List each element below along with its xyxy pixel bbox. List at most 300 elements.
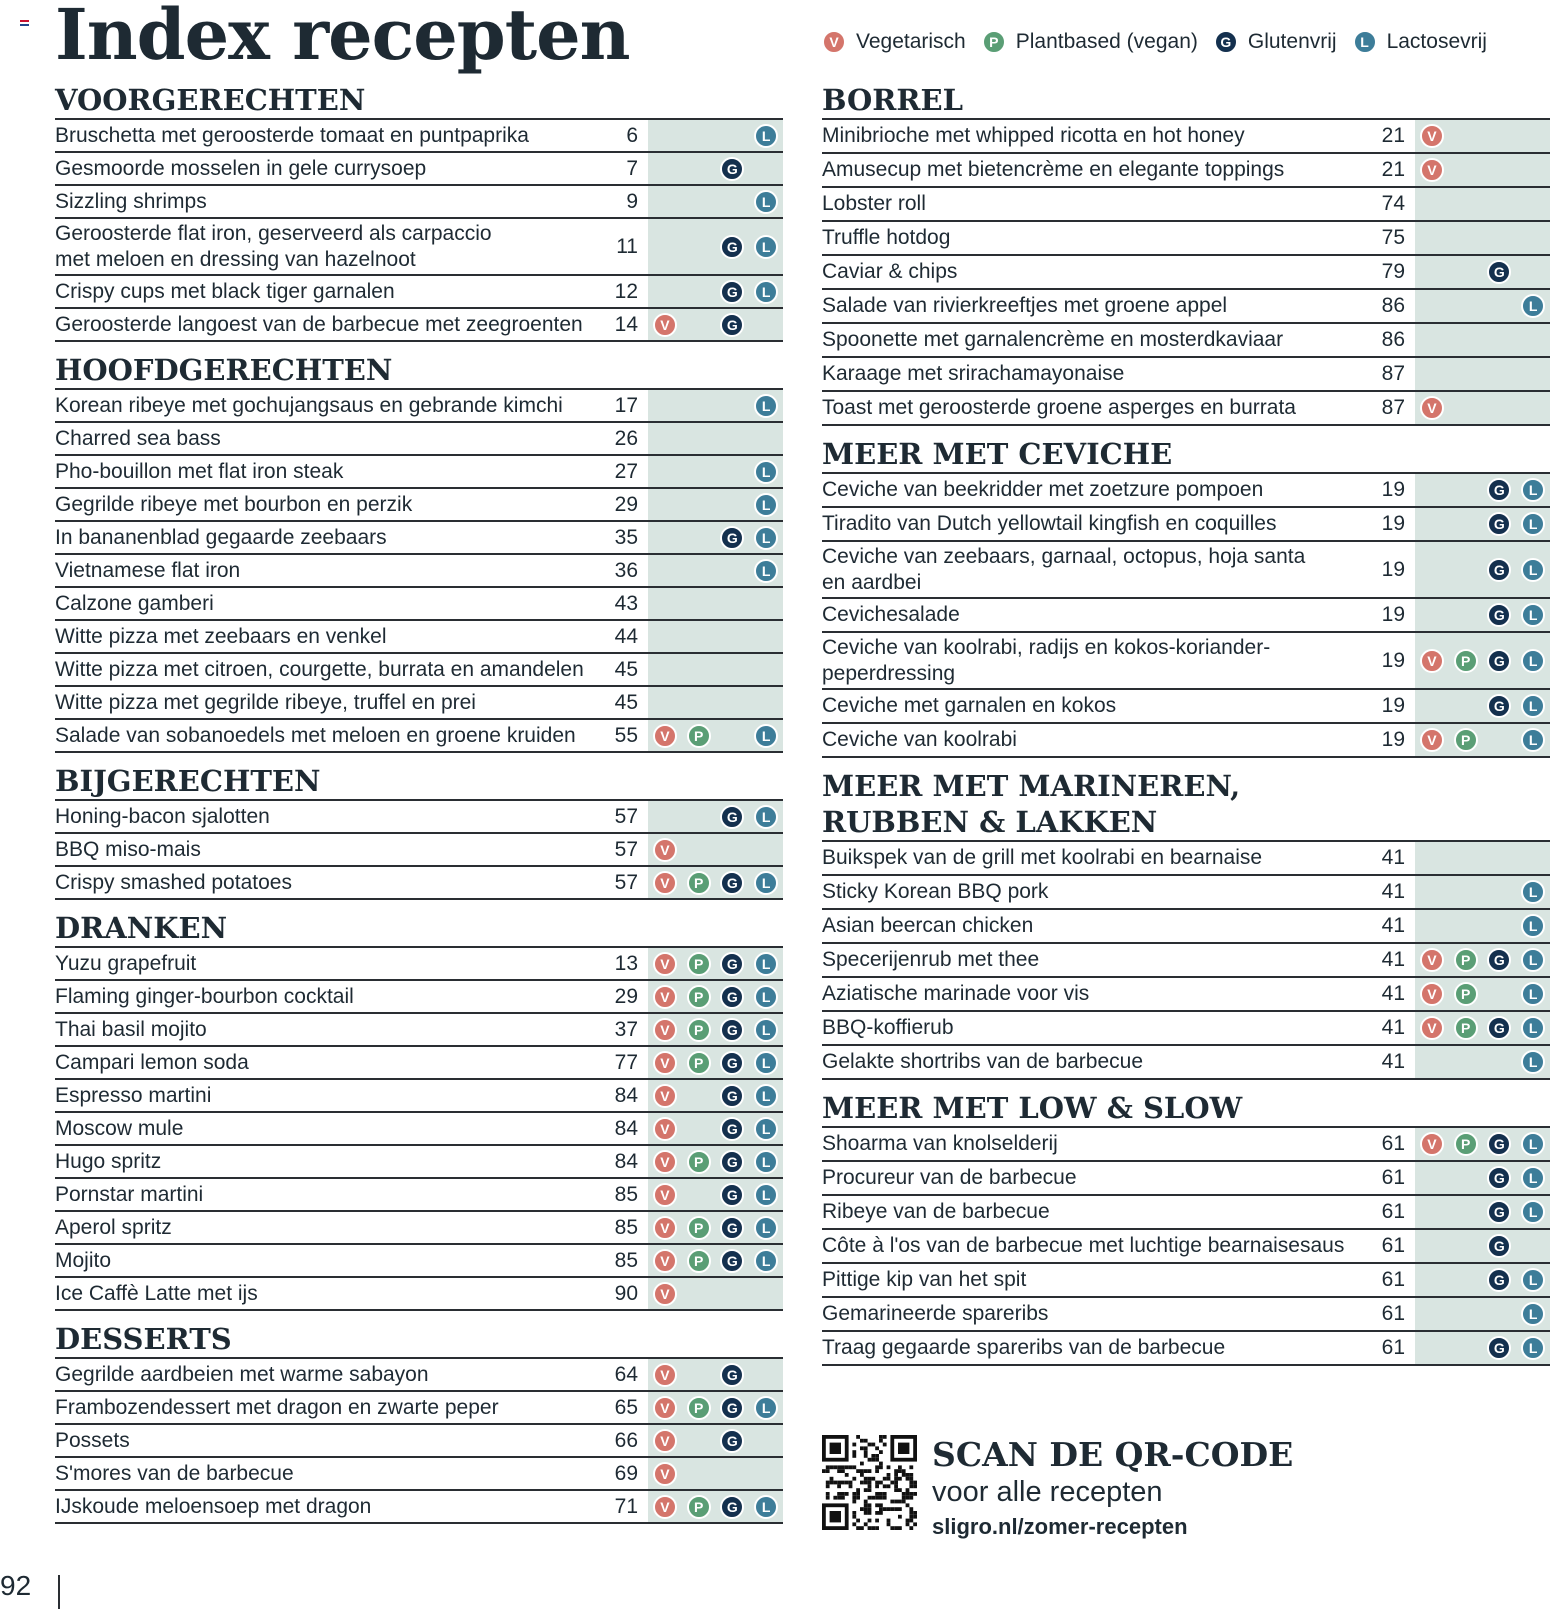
badge-L-icon: L [754, 724, 778, 748]
recipe-row[interactable] [55, 687, 783, 720]
recipe-row[interactable] [55, 1392, 783, 1425]
recipe-row[interactable] [822, 1046, 1550, 1080]
recipe-row[interactable] [822, 542, 1550, 599]
recipe-name[interactable]: Possets [55, 1428, 130, 1452]
diet-marks [648, 1212, 783, 1243]
diet-marks [648, 1425, 783, 1456]
diet-marks [648, 1359, 783, 1390]
recipe-row[interactable] [822, 1332, 1550, 1366]
badge-L-icon: L [754, 1495, 778, 1519]
badge-G-icon: G [720, 1183, 744, 1207]
recipe-row[interactable] [822, 910, 1550, 944]
recipe-page: 61 [1381, 1268, 1405, 1291]
recipe-row[interactable] [822, 154, 1550, 188]
recipe-name[interactable]: Gegrilde aardbeien met warme sabayon [55, 1362, 429, 1386]
recipe-name[interactable]: Buikspek van de grill met koolrabi en bearnaise [822, 846, 1263, 869]
recipe-name[interactable]: Traag gegaarde spareribs van de barbecue [822, 1336, 1226, 1359]
recipe-name[interactable]: Côte à l'os van de barbecue met luchtige bearnaisesaus [822, 1234, 1345, 1257]
recipe-name[interactable]: Aperol spritz [55, 1215, 172, 1239]
recipe-page: 19 [1381, 603, 1405, 626]
recipe-name[interactable]: Ceviche van zeebaars, garnaal, octopus, hoja santa en aardbei [822, 544, 1306, 594]
recipe-name[interactable]: Asian beercan chicken [822, 914, 1034, 937]
recipe-name[interactable]: Mojito [55, 1248, 112, 1272]
section-title: MEER MET CEVICHE [822, 434, 1550, 474]
diet-slot [648, 1051, 682, 1075]
recipe-page: 21 [1381, 124, 1405, 147]
badge-L-icon: L [754, 1150, 778, 1174]
recipe-name[interactable]: Toast met geroosterde groene asperges en burrata [822, 396, 1296, 419]
badge-G-icon: G [720, 985, 744, 1009]
diet-slot [1483, 558, 1517, 582]
diet-marks [648, 1080, 783, 1111]
diet-marks [1415, 1012, 1550, 1044]
diet-marks [1415, 188, 1550, 220]
diet-slot [749, 526, 783, 550]
diet-slot [1483, 1200, 1517, 1224]
diet-marks [648, 423, 783, 454]
badge-V-icon: V [1420, 948, 1444, 972]
recipe-row[interactable] [55, 867, 783, 900]
recipe-name[interactable]: Salade van sobanoedels met meloen en groene kruiden [55, 723, 576, 747]
recipe-name[interactable]: Specerijenrub met thee [822, 948, 1040, 971]
legend-item [1353, 30, 1487, 54]
diet-slot [648, 1084, 682, 1108]
badge-V-icon: V [653, 1282, 677, 1306]
recipe-row[interactable] [55, 1179, 783, 1212]
badge-L-icon: L [1521, 294, 1545, 318]
recipe-page: 41 [1381, 880, 1405, 903]
recipe-row[interactable] [822, 188, 1550, 222]
diet-slot [716, 1216, 750, 1240]
diet-slot [749, 460, 783, 484]
diet-slot [1516, 512, 1550, 536]
recipe-name[interactable]: Geroosterde flat iron, geserveerd als carpaccio met meloen en dressing van hazelnoot [55, 221, 492, 271]
recipe-page: 84 [614, 1083, 638, 1107]
diet-slot [648, 871, 682, 895]
recipe-row[interactable] [55, 1113, 783, 1146]
qr-block[interactable] [822, 1435, 1293, 1545]
badge-L-icon: L [754, 124, 778, 148]
badge-L-icon: L [754, 1018, 778, 1042]
recipe-row[interactable] [55, 1425, 783, 1458]
recipe-name[interactable]: Ceviche van koolrabi [822, 728, 1017, 751]
recipe-row[interactable] [822, 1264, 1550, 1298]
diet-slot [1483, 1336, 1517, 1360]
diet-marks [648, 120, 783, 151]
recipe-name[interactable]: Spoonette met garnalencrème en mosterdkaviaar [822, 328, 1284, 351]
recipe-page: 87 [1381, 396, 1405, 419]
flag-icon [20, 20, 29, 26]
badge-V-icon: V [653, 1018, 677, 1042]
diet-slot [682, 871, 716, 895]
recipe-name[interactable]: Amusecup met bietencrème en elegante toppings [822, 158, 1285, 181]
recipe-name[interactable]: IJskoude meloensoep met dragon [55, 1494, 372, 1518]
diet-slot [749, 1150, 783, 1174]
badge-G-icon: G [720, 1051, 744, 1075]
diet-slot [648, 1282, 682, 1306]
diet-slot [1483, 948, 1517, 972]
qr-title: SCAN DE QR-CODE [932, 1435, 1294, 1474]
recipe-name[interactable]: Gegrilde ribeye met bourbon en perzik [55, 492, 413, 516]
diet-slot [648, 1117, 682, 1141]
recipe-page: 41 [1381, 1050, 1405, 1073]
left-column [55, 80, 783, 1524]
diet-slot [648, 1495, 682, 1519]
diet-marks [1415, 1264, 1550, 1296]
recipe-row[interactable] [55, 654, 783, 687]
recipe-name[interactable]: Flaming ginger-bourbon cocktail [55, 984, 354, 1008]
recipe-page: 12 [614, 279, 638, 303]
section-gap [822, 758, 1550, 766]
diet-slot [1483, 694, 1517, 718]
recipe-name[interactable]: Bruschetta met geroosterde tomaat en puntpaprika [55, 123, 529, 147]
badge-L-icon: L [1521, 649, 1545, 673]
recipe-row[interactable] [822, 690, 1550, 724]
recipe-row[interactable] [55, 1458, 783, 1491]
recipe-name[interactable]: Ceviche van koolrabi, radijs en kokos-koriander- peperdressing [822, 635, 1271, 685]
diet-slot [1483, 1016, 1517, 1040]
diet-slot [1415, 728, 1449, 752]
recipe-row[interactable] [55, 621, 783, 654]
badge-G-icon: G [1214, 30, 1238, 54]
recipe-name[interactable]: Pho-bouillon met flat iron steak [55, 459, 344, 483]
badge-L-icon: L [1521, 512, 1545, 536]
recipe-name[interactable]: Salade van rivierkreeftjes met groene appel [822, 294, 1228, 317]
section-title: DRANKEN [55, 908, 783, 948]
diet-marks [648, 1014, 783, 1045]
diet-slot [682, 1396, 716, 1420]
recipe-name[interactable]: BBQ-koffierub [822, 1016, 954, 1039]
diet-slot [716, 157, 750, 181]
recipe-row[interactable] [55, 309, 783, 342]
diet-marks [648, 1146, 783, 1177]
badge-G-icon: G [1487, 512, 1511, 536]
badge-L-icon: L [754, 460, 778, 484]
diet-marks [648, 276, 783, 307]
badge-L-icon: L [1521, 694, 1545, 718]
recipe-page: 37 [614, 1017, 638, 1041]
diet-marks [648, 720, 783, 751]
recipe-name[interactable]: In bananenblad gegaarde zeebaars [55, 525, 387, 549]
recipe-name[interactable]: Gesmoorde mosselen in gele currysoep [55, 156, 427, 180]
badge-L-icon: L [754, 1216, 778, 1240]
badge-L-icon: L [754, 280, 778, 304]
recipe-name[interactable]: Campari lemon soda [55, 1050, 249, 1074]
badge-G-icon: G [720, 1216, 744, 1240]
recipe-name[interactable]: Procureur van de barbecue [822, 1166, 1077, 1189]
badge-G-icon: G [1487, 1016, 1511, 1040]
recipe-row[interactable] [822, 290, 1550, 324]
recipe-page: 61 [1381, 1234, 1405, 1257]
recipe-name[interactable]: Ice Caffè Latte met ijs [55, 1281, 258, 1305]
recipe-row[interactable] [822, 599, 1550, 633]
recipe-name[interactable]: Sizzling shrimps [55, 189, 207, 213]
recipe-row[interactable] [55, 1080, 783, 1113]
badge-G-icon: G [720, 1396, 744, 1420]
diet-marks [648, 186, 783, 217]
recipe-page: 44 [614, 624, 638, 648]
recipe-name[interactable]: Pittige kip van het spit [822, 1268, 1027, 1291]
recipe-row[interactable] [55, 834, 783, 867]
recipe-name[interactable]: Sticky Korean BBQ pork [822, 880, 1049, 903]
diet-marks [1415, 944, 1550, 976]
recipe-name[interactable]: Vietnamese flat iron [55, 558, 241, 582]
recipe-row[interactable] [55, 1278, 783, 1311]
diet-slot [716, 1150, 750, 1174]
diet-slot [716, 1018, 750, 1042]
diet-slot [749, 394, 783, 418]
diet-slot [1415, 948, 1449, 972]
recipe-row[interactable] [55, 1014, 783, 1047]
recipe-name[interactable]: Pornstar martini [55, 1182, 204, 1206]
diet-slot [1516, 728, 1550, 752]
recipe-name[interactable]: Moscow mule [55, 1116, 184, 1140]
recipe-name[interactable]: Calzone gamberi [55, 591, 214, 615]
recipe-row[interactable] [822, 1128, 1550, 1162]
badge-V-icon: V [653, 1051, 677, 1075]
recipe-row[interactable] [822, 944, 1550, 978]
badge-L-icon: L [754, 559, 778, 583]
recipe-row[interactable] [822, 1162, 1550, 1196]
badge-L-icon: L [754, 985, 778, 1009]
recipe-name[interactable]: Lobster roll [822, 192, 926, 215]
recipe-row[interactable] [822, 474, 1550, 508]
recipe-name[interactable]: Gelakte shortribs van de barbecue [822, 1050, 1144, 1073]
recipe-name[interactable]: Espresso martini [55, 1083, 212, 1107]
recipe-page: 69 [614, 1461, 638, 1485]
diet-slot [1516, 294, 1550, 318]
recipe-row[interactable] [822, 633, 1550, 690]
diet-marks [648, 801, 783, 832]
diet-slot [1516, 1050, 1550, 1074]
recipe-row[interactable] [822, 120, 1550, 154]
recipe-row[interactable] [822, 1298, 1550, 1332]
recipe-row[interactable] [55, 1146, 783, 1179]
recipe-name[interactable]: Hugo spritz [55, 1149, 162, 1173]
legend-label: Vegetarisch [856, 30, 966, 53]
diet-marks [1415, 542, 1550, 597]
diet-marks [1415, 120, 1550, 152]
recipe-name[interactable]: Ribeye van de barbecue [822, 1200, 1050, 1223]
recipe-page: 41 [1381, 914, 1405, 937]
recipe-row[interactable] [822, 222, 1550, 256]
recipe-name[interactable]: Witte pizza met gegrilde ribeye, truffel en prei [55, 690, 476, 714]
recipe-page: 27 [614, 459, 638, 483]
recipe-row[interactable] [55, 1491, 783, 1524]
diet-slot [1449, 1016, 1483, 1040]
recipe-name[interactable]: Yuzu grapefruit [55, 951, 197, 975]
badge-G-icon: G [720, 1117, 744, 1141]
diet-slot [1483, 649, 1517, 673]
recipe-row[interactable] [55, 153, 783, 186]
recipe-row[interactable] [822, 324, 1550, 358]
recipe-row[interactable] [822, 392, 1550, 426]
recipe-name[interactable]: Witte pizza met zeebaars en venkel [55, 624, 387, 648]
recipe-row[interactable] [55, 981, 783, 1014]
recipe-row[interactable] [822, 508, 1550, 542]
recipe-name[interactable]: BBQ miso-mais [55, 837, 201, 861]
diet-slot [749, 1216, 783, 1240]
recipe-row[interactable] [55, 219, 783, 276]
badge-L-icon: L [1521, 478, 1545, 502]
badge-P-icon: P [687, 1396, 711, 1420]
recipe-page: 85 [614, 1248, 638, 1272]
recipe-row[interactable] [55, 489, 783, 522]
badge-L-icon: L [754, 1396, 778, 1420]
recipe-row[interactable] [55, 423, 783, 456]
recipe-name[interactable]: Crispy smashed potatoes [55, 870, 292, 894]
recipe-row[interactable] [822, 978, 1550, 1012]
index-section [822, 758, 1550, 1080]
diet-marks [1415, 690, 1550, 722]
diet-slot [1516, 982, 1550, 1006]
badge-L-icon: L [754, 1051, 778, 1075]
recipe-name[interactable]: Korean ribeye met gochujangsaus en gebrande kimchi [55, 393, 563, 417]
recipe-name[interactable]: Crispy cups met black tiger garnalen [55, 279, 395, 303]
index-section [822, 80, 1550, 426]
recipe-row[interactable] [55, 1212, 783, 1245]
recipe-row[interactable] [55, 801, 783, 834]
recipe-page: 66 [614, 1428, 638, 1452]
diet-slot [648, 1249, 682, 1273]
recipe-page: 57 [614, 837, 638, 861]
recipe-page: 61 [1381, 1132, 1405, 1155]
badge-V-icon: V [653, 1117, 677, 1141]
qr-url-link[interactable]: sligro.nl/zomer-recepten [932, 1514, 1188, 1539]
recipe-row[interactable] [822, 1230, 1550, 1264]
diet-slot [716, 1429, 750, 1453]
recipe-name[interactable]: S'mores van de barbecue [55, 1461, 294, 1485]
diet-slot [1483, 1234, 1517, 1258]
diet-slot [648, 1018, 682, 1042]
recipe-page: 36 [614, 558, 638, 582]
badge-L-icon: L [754, 493, 778, 517]
diet-marks [1415, 1298, 1550, 1330]
recipe-page: 65 [614, 1395, 638, 1419]
diet-slot [716, 1183, 750, 1207]
diet-slot [749, 985, 783, 1009]
recipe-name[interactable]: Caviar & chips [822, 260, 958, 283]
diet-marks [648, 1047, 783, 1078]
badge-V-icon: V [653, 1249, 677, 1273]
diet-slot [1415, 396, 1449, 420]
recipe-row[interactable] [55, 456, 783, 489]
badge-G-icon: G [1487, 948, 1511, 972]
diet-slot [682, 1249, 716, 1273]
badge-G-icon: G [1487, 1200, 1511, 1224]
page-number-divider [58, 1575, 60, 1609]
qr-code-icon[interactable] [822, 1435, 917, 1530]
diet-slot [1449, 728, 1483, 752]
recipe-page: 26 [614, 426, 638, 450]
recipe-name[interactable]: Karaage met srirachamayonaise [822, 362, 1125, 385]
diet-marks [648, 1392, 783, 1423]
recipe-name[interactable]: Witte pizza met citroen, courgette, burrata en amandelen [55, 657, 584, 681]
badge-V-icon: V [653, 724, 677, 748]
badge-V-icon: V [653, 313, 677, 337]
section-title: DESSERTS [55, 1319, 783, 1359]
recipe-row[interactable] [822, 256, 1550, 290]
diet-slot [1415, 158, 1449, 182]
badge-L-icon: L [754, 952, 778, 976]
recipe-row[interactable] [55, 390, 783, 423]
recipe-name[interactable]: Ceviche van beekridder met zoetzure pompoen [822, 478, 1264, 501]
recipe-name[interactable]: Minibrioche met whipped ricotta en hot honey [822, 124, 1245, 147]
recipe-page: 85 [614, 1182, 638, 1206]
recipe-row[interactable] [55, 555, 783, 588]
recipe-row[interactable] [55, 186, 783, 219]
recipe-row[interactable] [822, 876, 1550, 910]
badge-P-icon: P [687, 952, 711, 976]
recipe-name[interactable]: Ceviche met garnalen en kokos [822, 694, 1117, 717]
badge-G-icon: G [720, 526, 744, 550]
diet-slot [1415, 124, 1449, 148]
recipe-name[interactable]: Gemarineerde spareribs [822, 1302, 1049, 1325]
recipe-name[interactable]: Charred sea bass [55, 426, 221, 450]
recipe-name[interactable]: Cevichesalade [822, 603, 960, 626]
recipe-row[interactable] [55, 1047, 783, 1080]
badge-P-icon: P [1454, 1132, 1478, 1156]
recipe-page: 57 [614, 804, 638, 828]
recipe-row[interactable] [55, 588, 783, 621]
recipe-row[interactable] [55, 948, 783, 981]
recipe-row[interactable] [55, 1245, 783, 1278]
recipe-name[interactable]: Aziatische marinade voor vis [822, 982, 1090, 1005]
recipe-row[interactable] [55, 522, 783, 555]
recipe-page: 57 [614, 870, 638, 894]
recipe-name[interactable]: Honing-bacon sjalotten [55, 804, 270, 828]
recipe-row[interactable] [55, 120, 783, 153]
recipe-page: 19 [1381, 694, 1405, 717]
diet-marks [648, 1179, 783, 1210]
diet-marks [1415, 842, 1550, 874]
diet-slot [716, 985, 750, 1009]
diet-slot [749, 1051, 783, 1075]
diet-marks [648, 981, 783, 1012]
recipe-row[interactable] [822, 358, 1550, 392]
recipe-row[interactable] [822, 842, 1550, 876]
diet-marks [1415, 910, 1550, 942]
recipe-name[interactable]: Frambozendessert met dragon en zwarte peper [55, 1395, 499, 1419]
recipe-row[interactable] [822, 1012, 1550, 1046]
badge-V-icon: V [1420, 158, 1444, 182]
diet-slot [1516, 478, 1550, 502]
recipe-name[interactable]: Truffle hotdog [822, 226, 951, 249]
recipe-name[interactable]: Thai basil mojito [55, 1017, 207, 1041]
recipe-page: 21 [1381, 158, 1405, 181]
recipe-row[interactable] [822, 724, 1550, 758]
section-gap [55, 900, 783, 908]
badge-L-icon: L [754, 1183, 778, 1207]
recipe-row[interactable] [55, 720, 783, 753]
recipe-name[interactable]: Geroosterde langoest van de barbecue met zeegroenten [55, 312, 583, 336]
diet-slot [682, 724, 716, 748]
badge-L-icon: L [1521, 1166, 1545, 1190]
recipe-page: 87 [1381, 362, 1405, 385]
badge-V-icon: V [653, 1183, 677, 1207]
recipe-row[interactable] [822, 1196, 1550, 1230]
recipe-row[interactable] [55, 276, 783, 309]
diet-slot [716, 1084, 750, 1108]
badge-G-icon: G [720, 1084, 744, 1108]
recipe-name[interactable]: Tiradito van Dutch yellowtail kingfish en coquilles [822, 512, 1277, 535]
recipe-row[interactable] [55, 1359, 783, 1392]
recipe-name[interactable]: Shoarma van knolselderij [822, 1132, 1058, 1155]
badge-P-icon: P [687, 985, 711, 1009]
diet-marks [1415, 256, 1550, 288]
diet-slot [749, 235, 783, 259]
diet-slot [749, 805, 783, 829]
